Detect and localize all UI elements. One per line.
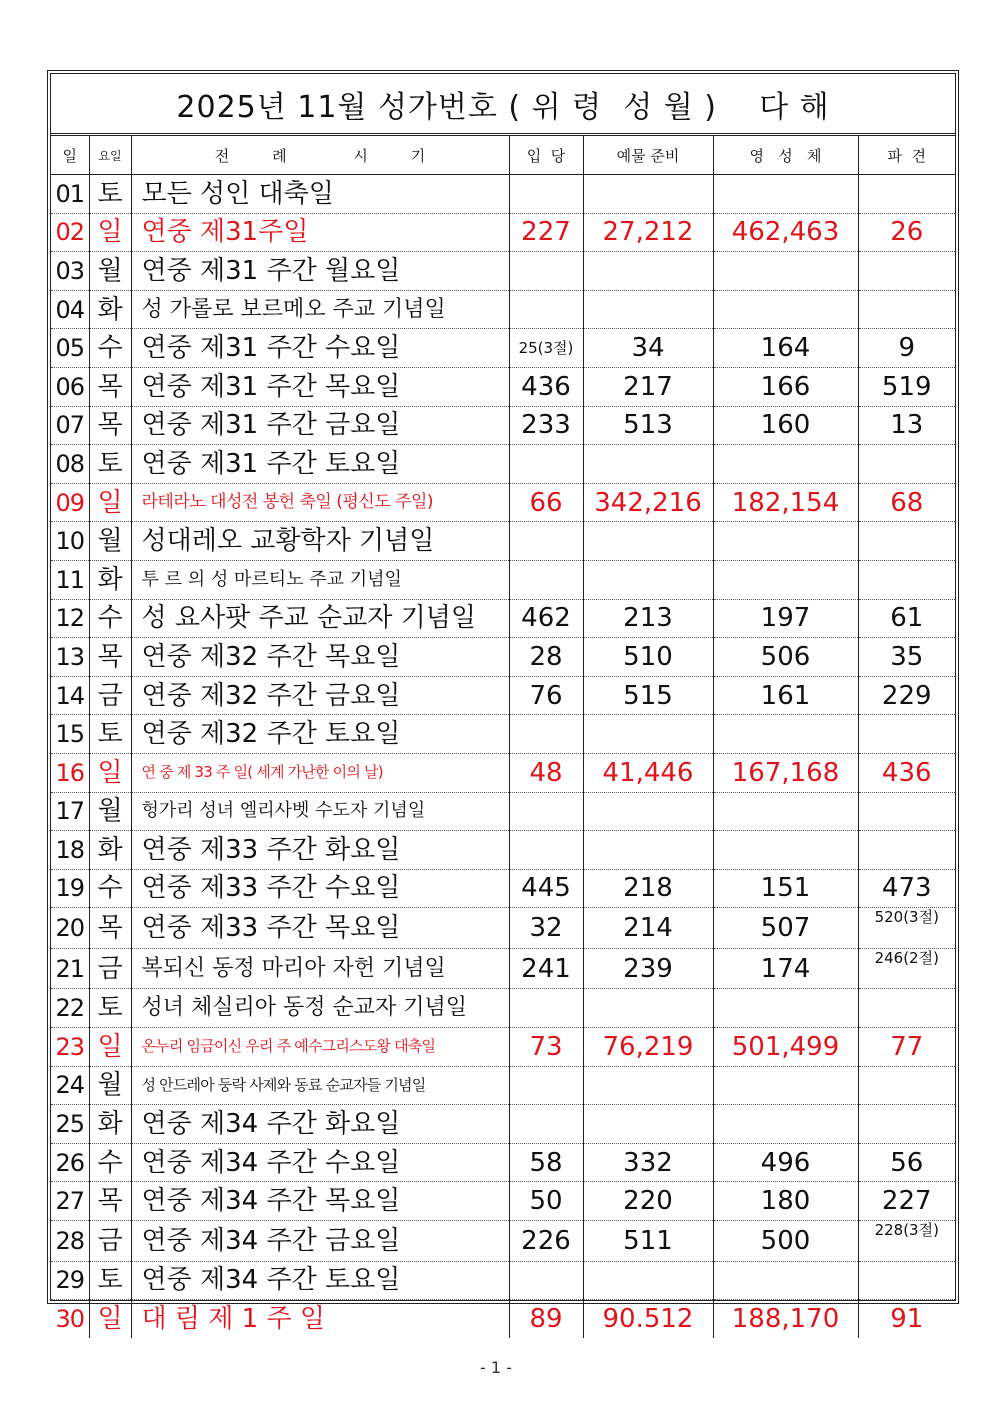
dismissal-hymn-cell: 228(3절) bbox=[858, 1221, 955, 1262]
day-cell: 01 bbox=[51, 175, 89, 214]
communion-hymn-cell: 197 bbox=[713, 599, 858, 638]
day-cell: 20 bbox=[51, 908, 89, 949]
communion-hymn-cell bbox=[713, 831, 858, 870]
entrance-hymn-cell bbox=[509, 560, 583, 599]
page-number: - 1 - bbox=[480, 1358, 512, 1377]
offertory-hymn-cell: 220 bbox=[583, 1182, 713, 1221]
dismissal-hymn-cell: 56 bbox=[858, 1143, 955, 1182]
liturgy-cell: 성대레오 교황학자 기념일 bbox=[131, 522, 509, 561]
entrance-hymn-cell: 89 bbox=[509, 1300, 583, 1338]
day-cell: 04 bbox=[51, 290, 89, 329]
dismissal-hymn-cell: 61 bbox=[858, 599, 955, 638]
dismissal-hymn-cell bbox=[858, 175, 955, 214]
communion-hymn-cell bbox=[713, 522, 858, 561]
dismissal-hymn-cell: 436 bbox=[858, 753, 955, 792]
communion-hymn-cell bbox=[713, 715, 858, 754]
day-cell: 02 bbox=[51, 213, 89, 252]
weekday-cell: 화 bbox=[89, 290, 131, 329]
hymn-schedule-sheet bbox=[47, 70, 959, 1335]
entrance-hymn-cell bbox=[509, 831, 583, 870]
dismissal-hymn-cell bbox=[858, 831, 955, 870]
offertory-hymn-cell bbox=[583, 1261, 713, 1300]
communion-hymn-cell: 166 bbox=[713, 367, 858, 406]
table-row bbox=[51, 869, 955, 908]
table-row bbox=[51, 1066, 955, 1105]
communion-hymn-cell bbox=[713, 290, 858, 329]
liturgy-cell: 온누리 임금이신 우리 주 예수그리스도왕 대축일 bbox=[131, 1028, 509, 1067]
liturgy-cell: 연중 제31 주간 토요일 bbox=[131, 445, 509, 484]
communion-hymn-cell bbox=[713, 989, 858, 1028]
day-cell: 26 bbox=[51, 1143, 89, 1182]
offertory-hymn-cell bbox=[583, 715, 713, 754]
liturgy-cell: 연중 제33 주간 수요일 bbox=[131, 869, 509, 908]
liturgy-cell: 연중 제31 주간 목요일 bbox=[131, 367, 509, 406]
offertory-hymn-cell: 214 bbox=[583, 908, 713, 949]
entrance-hymn-cell bbox=[509, 290, 583, 329]
day-cell: 28 bbox=[51, 1221, 89, 1262]
day-cell: 25 bbox=[51, 1105, 89, 1144]
day-cell: 12 bbox=[51, 599, 89, 638]
day-cell: 19 bbox=[51, 869, 89, 908]
table-row bbox=[51, 329, 955, 368]
communion-hymn-cell: 160 bbox=[713, 406, 858, 445]
weekday-cell: 월 bbox=[89, 522, 131, 561]
weekday-cell: 금 bbox=[89, 1221, 131, 1262]
table-row bbox=[51, 522, 955, 561]
dismissal-hymn-cell bbox=[858, 1261, 955, 1300]
communion-hymn-cell: 188,170 bbox=[713, 1300, 858, 1338]
weekday-cell: 일 bbox=[89, 1028, 131, 1067]
weekday-cell: 월 bbox=[89, 792, 131, 831]
weekday-cell: 목 bbox=[89, 908, 131, 949]
entrance-hymn-cell: 462 bbox=[509, 599, 583, 638]
offertory-hymn-cell: 511 bbox=[583, 1221, 713, 1262]
communion-hymn-cell bbox=[713, 252, 858, 291]
entrance-hymn-cell: 445 bbox=[509, 869, 583, 908]
dismissal-hymn-cell: 26 bbox=[858, 213, 955, 252]
day-cell: 11 bbox=[51, 560, 89, 599]
weekday-cell: 목 bbox=[89, 638, 131, 677]
entrance-hymn-cell bbox=[509, 792, 583, 831]
dismissal-hymn-cell: 520(3절) bbox=[858, 908, 955, 949]
weekday-cell: 화 bbox=[89, 1105, 131, 1144]
liturgy-cell: 연중 제34 주간 금요일 bbox=[131, 1221, 509, 1262]
dismissal-hymn-cell bbox=[858, 989, 955, 1028]
table-row bbox=[51, 831, 955, 870]
header-liturgy: 전 례 시 기 bbox=[131, 136, 509, 175]
liturgy-cell: 연중 제32 주간 목요일 bbox=[131, 638, 509, 677]
table-row bbox=[51, 1261, 955, 1300]
communion-hymn-cell: 174 bbox=[713, 948, 858, 989]
table-row bbox=[51, 948, 955, 989]
liturgy-cell: 연중 제31 주간 금요일 bbox=[131, 406, 509, 445]
communion-hymn-cell: 161 bbox=[713, 676, 858, 715]
communion-hymn-cell bbox=[713, 1066, 858, 1105]
entrance-hymn-cell: 48 bbox=[509, 753, 583, 792]
weekday-cell: 금 bbox=[89, 676, 131, 715]
entrance-hymn-cell bbox=[509, 1261, 583, 1300]
table-header-row bbox=[51, 136, 955, 175]
offertory-hymn-cell bbox=[583, 445, 713, 484]
dismissal-hymn-cell: 68 bbox=[858, 483, 955, 522]
dismissal-hymn-cell bbox=[858, 792, 955, 831]
weekday-cell: 토 bbox=[89, 715, 131, 754]
day-cell: 16 bbox=[51, 753, 89, 792]
table-row bbox=[51, 638, 955, 677]
offertory-hymn-cell: 332 bbox=[583, 1143, 713, 1182]
entrance-hymn-cell: 227 bbox=[509, 213, 583, 252]
entrance-hymn-cell: 73 bbox=[509, 1028, 583, 1067]
weekday-cell: 수 bbox=[89, 599, 131, 638]
dismissal-hymn-cell bbox=[858, 445, 955, 484]
weekday-cell: 목 bbox=[89, 406, 131, 445]
table-row bbox=[51, 599, 955, 638]
entrance-hymn-cell bbox=[509, 175, 583, 214]
table-row bbox=[51, 367, 955, 406]
table-row bbox=[51, 1300, 955, 1338]
offertory-hymn-cell: 76,219 bbox=[583, 1028, 713, 1067]
communion-hymn-cell bbox=[713, 175, 858, 214]
day-cell: 21 bbox=[51, 948, 89, 989]
table-row bbox=[51, 989, 955, 1028]
liturgy-cell: 성녀 체실리아 동정 순교자 기념일 bbox=[131, 989, 509, 1028]
weekday-cell: 토 bbox=[89, 175, 131, 214]
day-cell: 03 bbox=[51, 252, 89, 291]
liturgy-cell: 복되신 동정 마리아 자헌 기념일 bbox=[131, 948, 509, 989]
offertory-hymn-cell bbox=[583, 831, 713, 870]
page-title: 2025년 11월 성가번호 ( 위 령 성 월 ) 다 해 bbox=[51, 74, 955, 136]
offertory-hymn-cell bbox=[583, 1066, 713, 1105]
dismissal-hymn-cell: 227 bbox=[858, 1182, 955, 1221]
table-row bbox=[51, 406, 955, 445]
offertory-hymn-cell bbox=[583, 989, 713, 1028]
entrance-hymn-cell bbox=[509, 445, 583, 484]
weekday-cell: 금 bbox=[89, 948, 131, 989]
communion-hymn-cell bbox=[713, 1261, 858, 1300]
table-row bbox=[51, 1028, 955, 1067]
liturgy-cell: 연중 제34 주간 화요일 bbox=[131, 1105, 509, 1144]
table-row bbox=[51, 792, 955, 831]
entrance-hymn-cell: 76 bbox=[509, 676, 583, 715]
offertory-hymn-cell: 342,216 bbox=[583, 483, 713, 522]
sheet-inner-frame bbox=[50, 73, 956, 1335]
entrance-hymn-cell bbox=[509, 1105, 583, 1144]
dismissal-hymn-cell: 9 bbox=[858, 329, 955, 368]
entrance-hymn-cell bbox=[509, 522, 583, 561]
communion-hymn-cell bbox=[713, 445, 858, 484]
offertory-hymn-cell bbox=[583, 252, 713, 291]
weekday-cell: 수 bbox=[89, 869, 131, 908]
table-row bbox=[51, 1221, 955, 1262]
dismissal-hymn-cell bbox=[858, 1105, 955, 1144]
table-row bbox=[51, 1182, 955, 1221]
weekday-cell: 토 bbox=[89, 1261, 131, 1300]
liturgy-cell: 성 안드레아 둥락 사제와 동료 순교자들 기념일 bbox=[131, 1066, 509, 1105]
offertory-hymn-cell: 239 bbox=[583, 948, 713, 989]
weekday-cell: 목 bbox=[89, 1182, 131, 1221]
offertory-hymn-cell: 513 bbox=[583, 406, 713, 445]
table-row bbox=[51, 908, 955, 949]
communion-hymn-cell: 180 bbox=[713, 1182, 858, 1221]
header-entrance: 입 당 bbox=[509, 136, 583, 175]
day-cell: 22 bbox=[51, 989, 89, 1028]
entrance-hymn-cell: 241 bbox=[509, 948, 583, 989]
table-body bbox=[51, 175, 955, 1338]
offertory-hymn-cell bbox=[583, 522, 713, 561]
communion-hymn-cell: 496 bbox=[713, 1143, 858, 1182]
entrance-hymn-cell: 226 bbox=[509, 1221, 583, 1262]
table-row bbox=[51, 213, 955, 252]
entrance-hymn-cell: 32 bbox=[509, 908, 583, 949]
table-row bbox=[51, 676, 955, 715]
weekday-cell: 월 bbox=[89, 1066, 131, 1105]
day-cell: 09 bbox=[51, 483, 89, 522]
offertory-hymn-cell bbox=[583, 290, 713, 329]
offertory-hymn-cell: 41,446 bbox=[583, 753, 713, 792]
weekday-cell: 수 bbox=[89, 1143, 131, 1182]
offertory-hymn-cell bbox=[583, 1105, 713, 1144]
liturgy-cell: 연중 제34 주간 수요일 bbox=[131, 1143, 509, 1182]
offertory-hymn-cell: 90.512 bbox=[583, 1300, 713, 1338]
offertory-hymn-cell: 217 bbox=[583, 367, 713, 406]
liturgy-cell: 모든 성인 대축일 bbox=[131, 175, 509, 214]
liturgy-cell: 헝가리 성녀 엘리사벳 수도자 기념일 bbox=[131, 792, 509, 831]
entrance-hymn-cell: 50 bbox=[509, 1182, 583, 1221]
table-row bbox=[51, 252, 955, 291]
communion-hymn-cell: 182,154 bbox=[713, 483, 858, 522]
communion-hymn-cell: 167,168 bbox=[713, 753, 858, 792]
offertory-hymn-cell bbox=[583, 792, 713, 831]
dismissal-hymn-cell: 91 bbox=[858, 1300, 955, 1338]
weekday-cell: 토 bbox=[89, 445, 131, 484]
dismissal-hymn-cell bbox=[858, 560, 955, 599]
table-row bbox=[51, 1143, 955, 1182]
dismissal-hymn-cell bbox=[858, 252, 955, 291]
day-cell: 29 bbox=[51, 1261, 89, 1300]
liturgy-cell: 연중 제31 주간 수요일 bbox=[131, 329, 509, 368]
header-day: 일 bbox=[51, 136, 89, 175]
communion-hymn-cell bbox=[713, 1105, 858, 1144]
weekday-cell: 화 bbox=[89, 560, 131, 599]
communion-hymn-cell: 506 bbox=[713, 638, 858, 677]
weekday-cell: 일 bbox=[89, 753, 131, 792]
communion-hymn-cell: 500 bbox=[713, 1221, 858, 1262]
day-cell: 05 bbox=[51, 329, 89, 368]
liturgy-cell: 연중 제33 주간 목요일 bbox=[131, 908, 509, 949]
day-cell: 08 bbox=[51, 445, 89, 484]
entrance-hymn-cell: 25(3절) bbox=[509, 329, 583, 368]
communion-hymn-cell: 507 bbox=[713, 908, 858, 949]
dismissal-hymn-cell bbox=[858, 715, 955, 754]
day-cell: 27 bbox=[51, 1182, 89, 1221]
table-row bbox=[51, 715, 955, 754]
liturgy-cell: 연중 제34 주간 토요일 bbox=[131, 1261, 509, 1300]
dismissal-hymn-cell bbox=[858, 290, 955, 329]
dismissal-hymn-cell bbox=[858, 522, 955, 561]
weekday-cell: 월 bbox=[89, 252, 131, 291]
liturgy-cell: 연중 제34 주간 목요일 bbox=[131, 1182, 509, 1221]
table-row bbox=[51, 1105, 955, 1144]
liturgy-cell: 성 가롤로 보르메오 주교 기념일 bbox=[131, 290, 509, 329]
table-row bbox=[51, 753, 955, 792]
weekday-cell: 일 bbox=[89, 1300, 131, 1338]
dismissal-hymn-cell: 77 bbox=[858, 1028, 955, 1067]
table-row bbox=[51, 445, 955, 484]
table-row bbox=[51, 290, 955, 329]
entrance-hymn-cell bbox=[509, 252, 583, 291]
entrance-hymn-cell: 58 bbox=[509, 1143, 583, 1182]
entrance-hymn-cell bbox=[509, 715, 583, 754]
offertory-hymn-cell bbox=[583, 175, 713, 214]
entrance-hymn-cell: 436 bbox=[509, 367, 583, 406]
communion-hymn-cell: 501,499 bbox=[713, 1028, 858, 1067]
liturgy-cell: 연중 제32 주간 금요일 bbox=[131, 676, 509, 715]
liturgy-cell: 연중 제31 주간 월요일 bbox=[131, 252, 509, 291]
dismissal-hymn-cell: 35 bbox=[858, 638, 955, 677]
header-communion: 영 성 체 bbox=[713, 136, 858, 175]
day-cell: 06 bbox=[51, 367, 89, 406]
weekday-cell: 목 bbox=[89, 367, 131, 406]
weekday-cell: 토 bbox=[89, 989, 131, 1028]
dismissal-hymn-cell bbox=[858, 1066, 955, 1105]
table-row bbox=[51, 175, 955, 214]
hymn-table bbox=[51, 136, 955, 1338]
entrance-hymn-cell bbox=[509, 989, 583, 1028]
entrance-hymn-cell: 66 bbox=[509, 483, 583, 522]
communion-hymn-cell bbox=[713, 792, 858, 831]
day-cell: 24 bbox=[51, 1066, 89, 1105]
weekday-cell: 화 bbox=[89, 831, 131, 870]
dismissal-hymn-cell: 229 bbox=[858, 676, 955, 715]
liturgy-cell: 연중 제31주일 bbox=[131, 213, 509, 252]
offertory-hymn-cell: 27,212 bbox=[583, 213, 713, 252]
header-offertory: 예물 준비 bbox=[583, 136, 713, 175]
dismissal-hymn-cell: 13 bbox=[858, 406, 955, 445]
liturgy-cell: 연중 제32 주간 토요일 bbox=[131, 715, 509, 754]
liturgy-cell: 투 르 의 성 마르티노 주교 기념일 bbox=[131, 560, 509, 599]
table-row bbox=[51, 483, 955, 522]
liturgy-cell: 연 중 제 33 주 일( 세계 가난한 이의 날) bbox=[131, 753, 509, 792]
day-cell: 17 bbox=[51, 792, 89, 831]
day-cell: 14 bbox=[51, 676, 89, 715]
weekday-cell: 일 bbox=[89, 483, 131, 522]
entrance-hymn-cell: 233 bbox=[509, 406, 583, 445]
day-cell: 18 bbox=[51, 831, 89, 870]
header-dismissal: 파 견 bbox=[858, 136, 955, 175]
day-cell: 13 bbox=[51, 638, 89, 677]
offertory-hymn-cell: 34 bbox=[583, 329, 713, 368]
dismissal-hymn-cell: 473 bbox=[858, 869, 955, 908]
header-weekday: 요일 bbox=[89, 136, 131, 175]
offertory-hymn-cell bbox=[583, 560, 713, 599]
offertory-hymn-cell: 213 bbox=[583, 599, 713, 638]
day-cell: 23 bbox=[51, 1028, 89, 1067]
liturgy-cell: 성 요사팟 주교 순교자 기념일 bbox=[131, 599, 509, 638]
communion-hymn-cell: 164 bbox=[713, 329, 858, 368]
entrance-hymn-cell bbox=[509, 1066, 583, 1105]
liturgy-cell: 연중 제33 주간 화요일 bbox=[131, 831, 509, 870]
offertory-hymn-cell: 218 bbox=[583, 869, 713, 908]
weekday-cell: 일 bbox=[89, 213, 131, 252]
day-cell: 30 bbox=[55, 1305, 85, 1334]
weekday-cell: 수 bbox=[89, 329, 131, 368]
communion-hymn-cell: 462,463 bbox=[713, 213, 858, 252]
dismissal-hymn-cell: 246(2절) bbox=[858, 948, 955, 989]
entrance-hymn-cell: 28 bbox=[509, 638, 583, 677]
liturgy-cell: 대 림 제 1 주 일 bbox=[131, 1300, 509, 1338]
communion-hymn-cell: 151 bbox=[713, 869, 858, 908]
day-cell: 10 bbox=[51, 522, 89, 561]
liturgy-cell: 라테라노 대성전 봉헌 축일 (평신도 주일) bbox=[131, 483, 509, 522]
day-cell: 15 bbox=[51, 715, 89, 754]
table-row bbox=[51, 560, 955, 599]
communion-hymn-cell bbox=[713, 560, 858, 599]
day-cell: 07 bbox=[51, 406, 89, 445]
offertory-hymn-cell: 515 bbox=[583, 676, 713, 715]
dismissal-hymn-cell: 519 bbox=[858, 367, 955, 406]
offertory-hymn-cell: 510 bbox=[583, 638, 713, 677]
